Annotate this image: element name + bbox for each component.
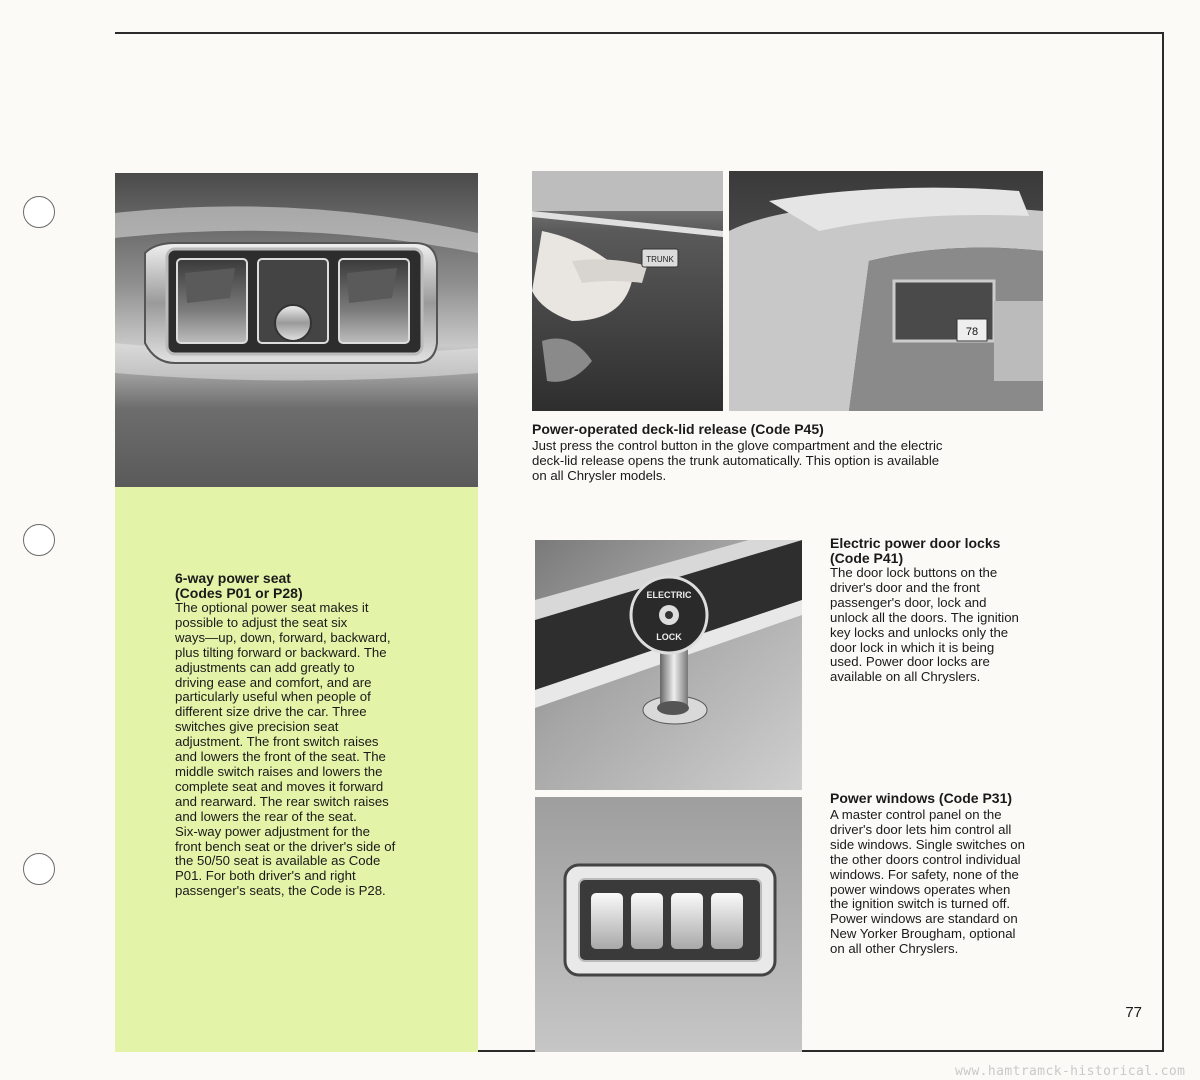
- seat-body-line: driving ease and comfort, and are: [175, 674, 372, 690]
- seat-body: [175, 601, 465, 899]
- decklid-heading: Power-operated deck-lid release (Code P45): [532, 421, 824, 437]
- decklid-button-photo: [532, 171, 723, 411]
- trunk-open-photo: [729, 171, 1043, 411]
- doorlocks-heading-line: (Code P41): [830, 550, 904, 566]
- decklid-section: [532, 422, 1032, 484]
- door-lock-photo: [535, 540, 802, 790]
- trunk-button-label: TRUNK: [646, 255, 674, 264]
- seat-body-line: and rearward. The rear switch raises: [175, 793, 389, 809]
- seat-body-line: and lowers the rear of the seat.: [175, 808, 357, 824]
- doorlocks-body-line: The door lock buttons on the: [830, 565, 998, 580]
- seat-body-line: passenger's seats, the Code is P28.: [175, 883, 386, 899]
- seat-body-line: switches give precision seat: [175, 719, 339, 735]
- seat-switch-photo: [115, 173, 478, 487]
- binder-hole: [23, 524, 55, 556]
- seat-body-line: complete seat and moves it forward: [175, 778, 384, 794]
- seat-heading-line: (Codes P01 or P28): [175, 585, 303, 601]
- windows-body-line: Power windows are standard on: [830, 911, 1018, 927]
- seat-body-line: plus tilting forward or backward. The: [175, 644, 387, 660]
- watermark: www.hamtramck-historical.com: [955, 1064, 1186, 1079]
- seat-body-line: and lowers the front of the seat. The: [175, 749, 386, 765]
- seat-heading-line: 6-way power seat: [175, 570, 291, 586]
- lock-top-label: ELECTRIC: [646, 590, 692, 600]
- windows-body-line: New Yorker Brougham, optional: [830, 926, 1016, 942]
- windows-body-line: windows. For safety, none of the: [830, 866, 1019, 882]
- seat-body-line: particularly useful when people of: [175, 689, 371, 705]
- doorlocks-body-line: driver's door and the front: [830, 579, 980, 595]
- windows-body: [830, 808, 1060, 957]
- windows-body-line: side windows. Single switches on: [830, 836, 1025, 852]
- seat-body-line: ways—up, down, forward, backward,: [175, 629, 391, 645]
- seat-body-line: the 50/50 seat is available as Code: [175, 853, 381, 869]
- doorlocks-body-line: passenger's door, lock and: [830, 594, 987, 610]
- doorlocks-body-line: unlock all the doors. The ignition: [830, 609, 1019, 625]
- seat-body-line: possible to adjust the seat six: [175, 614, 348, 630]
- plate-label: 78: [965, 326, 979, 338]
- window-switch-photo: [535, 797, 802, 1052]
- windows-body-line: the ignition switch is turned off.: [830, 896, 1011, 912]
- decklid-body: [532, 439, 1032, 484]
- seat-body-line: adjustments can add greatly to: [175, 659, 355, 675]
- windows-body-line: driver's door lets him control all: [830, 821, 1012, 837]
- windows-section: [830, 791, 1060, 957]
- seat-body-line: different size drive the car. Three: [175, 704, 367, 720]
- seat-body-line: P01. For both driver's and right: [175, 868, 356, 884]
- doorlocks-body: [830, 566, 1060, 685]
- seat-section: [175, 571, 465, 899]
- doorlocks-body-line: door lock in which it is being: [830, 639, 995, 655]
- seat-body-line: The optional power seat makes it: [175, 600, 369, 615]
- binder-hole: [23, 853, 55, 885]
- windows-body-line: the other doors control individual: [830, 851, 1021, 867]
- doorlocks-body-line: key locks and unlocks only the: [830, 624, 1009, 640]
- windows-body-line: power windows operates when: [830, 881, 1011, 897]
- seat-body-line: middle switch raises and lowers the: [175, 763, 383, 779]
- windows-body-line: on all other Chryslers.: [830, 941, 959, 957]
- windows-body-line: A master control panel on the: [830, 807, 1002, 822]
- doorlocks-section: [830, 536, 1060, 685]
- seat-body-line: front bench seat or the driver's side of: [175, 838, 396, 854]
- page-number: 77: [1125, 1004, 1142, 1021]
- doorlocks-body-line: available on all Chryslers.: [830, 669, 981, 685]
- seat-body-line: Six-way power adjustment for the: [175, 823, 370, 839]
- doorlocks-heading-line: Electric power door locks: [830, 535, 1001, 551]
- decklid-body-line: deck-lid release opens the trunk automatically. This option is available: [532, 452, 940, 468]
- windows-heading: Power windows (Code P31): [830, 790, 1013, 806]
- lock-bottom-label: LOCK: [656, 632, 682, 642]
- decklid-body-line: on all Chrysler models.: [532, 467, 667, 483]
- binder-hole: [23, 196, 55, 228]
- decklid-body-line: Just press the control button in the glove compartment and the electric: [532, 438, 943, 453]
- seat-body-line: adjustment. The front switch raises: [175, 734, 379, 750]
- doorlocks-body-line: used. Power door locks are: [830, 654, 990, 670]
